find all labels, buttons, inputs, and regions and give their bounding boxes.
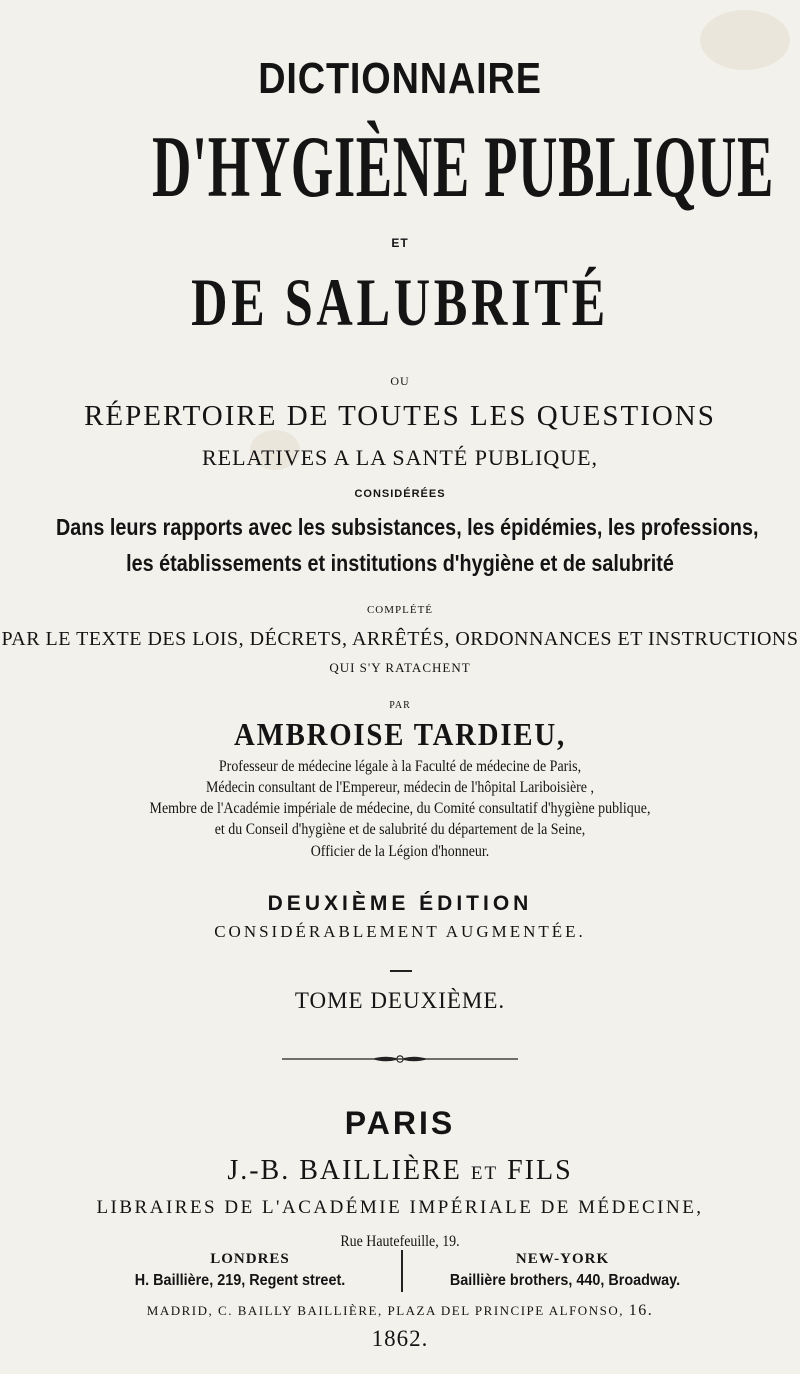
volume-label: TOME DEUXIÈME. xyxy=(294,988,506,1013)
subtitle-relatives: RELATIVES A LA SANTÉ PUBLIQUE, xyxy=(201,445,599,470)
imprint-london-address: H. Baillière, 219, Regent street. xyxy=(134,1272,346,1289)
subtitle-par-le-texte: PAR LE TEXTE DES LOIS, DÉCRETS, ARRÊTÉS, ORDONNANCES ET INSTRUCTIONS xyxy=(1,628,799,650)
author-name: AMBROISE TARDIEU, xyxy=(234,716,566,752)
author-bio-line: Officier de la Légion d'honneur. xyxy=(310,843,490,860)
subtitle-qui-sy-ratachent: QUI S'Y RATACHENT xyxy=(329,660,471,675)
madrid-number: 16. xyxy=(628,1302,654,1319)
title-dictionnaire: DICTIONNAIRE xyxy=(258,54,542,103)
ornament-rule xyxy=(0,1052,800,1066)
title-de-salubrite: DE SALUBRITÉ xyxy=(191,264,609,340)
publisher-fils: FILS xyxy=(507,1155,573,1186)
imprint-year: 1862. xyxy=(371,1326,429,1351)
subtitle-repertoire: RÉPERTOIRE DE TOUTES LES QUESTIONS xyxy=(84,400,716,432)
edition-subtitle: CONSIDÉRABLEMENT AUGMENTÉE. xyxy=(214,922,586,941)
imprint-london-label: LONDRES xyxy=(210,1251,290,1267)
imprint-newyork-address: Baillière brothers, 440, Broadway. xyxy=(449,1272,681,1289)
divider-dash xyxy=(390,970,412,972)
imprint-city: PARIS xyxy=(344,1105,456,1141)
subtitle-considerees: CONSIDÉRÉES xyxy=(354,488,446,500)
author-bio-line: Médecin consultant de l'Empereur, médecin de l'hôpital Lariboisière , xyxy=(206,779,594,796)
publisher-name: J.-B. BAILLIÈRE xyxy=(227,1155,462,1186)
imprint-column-divider xyxy=(401,1250,403,1292)
subtitle-dans-leurs-rapports: Dans leurs rapports avec les subsistances, les épidémies, les professions, xyxy=(56,514,759,540)
subtitle-etablissements: les établissements et institutions d'hygiène et de salubrité xyxy=(126,550,674,576)
edition-label: DEUXIÈME ÉDITION xyxy=(267,892,533,915)
madrid-text: MADRID, C. BAILLY BAILLIÈRE, PLAZA DEL PRINCIPE ALFONSO, xyxy=(146,1303,624,1318)
imprint-libraires: LIBRAIRES DE L'ACADÉMIE IMPÉRIALE DE MÉDECINE, xyxy=(96,1197,704,1218)
author-bio-line: Professeur de médecine légale à la Faculté de médecine de Paris, xyxy=(218,758,582,775)
author-bio-line: Membre de l'Académie impériale de médecine, du Comité consultatif d'hygiène publique, xyxy=(149,800,651,817)
author-bio-line: et du Conseil d'hygiène et de salubrité du département de la Seine, xyxy=(214,821,586,838)
title-hygiene-publique: D'HYGIÈNE PUBLIQUE xyxy=(152,119,775,216)
imprint-newyork-label: NEW-YORK xyxy=(515,1251,610,1267)
imprint-publisher xyxy=(0,1155,800,1187)
publisher-et: ET xyxy=(470,1163,499,1184)
subtitle-complete: COMPLÉTÉ xyxy=(366,604,434,616)
title-et: ET xyxy=(391,236,409,250)
title-ou: OU xyxy=(390,374,410,388)
label-par: PAR xyxy=(389,700,411,711)
imprint-address: Rue Hautefeuille, 19. xyxy=(340,1233,460,1250)
imprint-madrid xyxy=(0,1302,800,1320)
